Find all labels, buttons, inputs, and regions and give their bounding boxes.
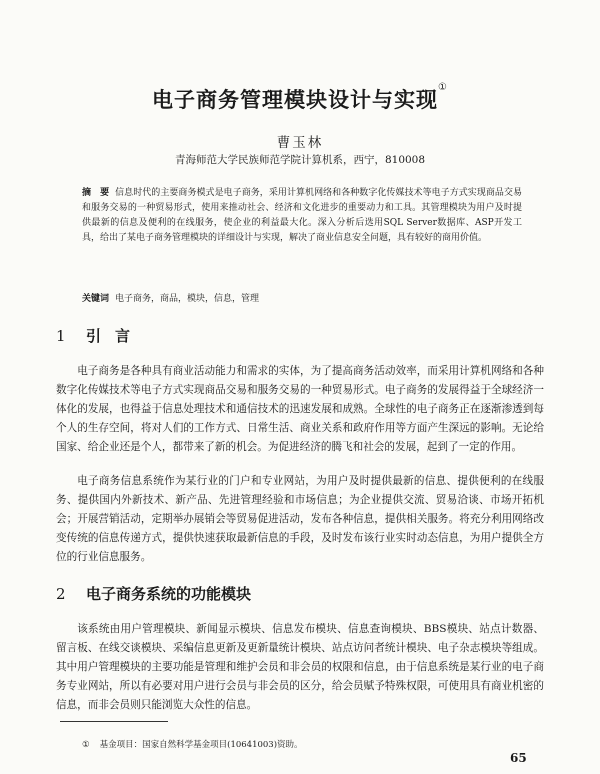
affiliation: 青海师范大学民族师范学院计算机系，西宁，810008 bbox=[174, 154, 426, 166]
section1-paragraph-2: 电子商务信息系统作为某行业的门户和专业网站，为用户及时提供最新的信息、提供便利的在线服务、提供国内外新技术、新产品、先进管理经验和市场信息；为企业提供交流、贸易洽谈、市场开拓机会；开展营销活动，定期举办展销会等贸易促进活动，发布各种信息，提供相关服务。将充分利用网络改变传统的信息传递方式，提供快速获取最新信息的手段，及时发布该行业实时动态信息，为用户提供全方位的行业信息服务。 bbox=[56, 475, 544, 563]
section-title-1: 引言 bbox=[86, 327, 145, 345]
footnote-mark: ① bbox=[82, 740, 90, 750]
title-footnote-mark: ① bbox=[438, 82, 448, 93]
footnote-divider bbox=[60, 721, 168, 722]
abstract-label: 摘 要 bbox=[82, 188, 110, 198]
section2-paragraph-1: 该系统由用户管理模块、新闻显示模块、信息发布模块、信息查询模块、BBS模块、站点计数器、留言板、在线交谈模块、采编信息更新及更新量统计模块、站点访问者统计模块、电子杂志模块等组成。其中用户管理模块的主要功能是管理和维护会员和非会员的权限和信息，由于信息系统是某行业的电子商务专业网站，所以有必要对用户进行会员与非会员的区分，给会员赋予特殊权限，可使用具有商业机密的信息，而非会员则只能浏览大众性的信息。 bbox=[56, 623, 544, 711]
keywords-label: 关键词 bbox=[82, 294, 110, 304]
section-title-2: 电子商务系统的功能模块 bbox=[86, 585, 252, 603]
author: 曹玉林 bbox=[276, 135, 324, 151]
section-heading-2 bbox=[56, 583, 251, 604]
section-heading-1 bbox=[56, 325, 144, 346]
section1-paragraph-1: 电子商务是各种具有商业活动能力和需求的实体，为了提高商务活动效率，而采用计算机网络和各种数字化传媒技术等电子方式实现商品交易和服务交易的一种贸易形式。电子商务的发展得益于全球经济一体化的发展，也得益于信息处理技术和通信技术的迅速发展和成熟。全球性的电子商务正在逐渐渗透到每个人的生存空间，将对人们的工作方式、日常生活、商业关系和政府作用等方面产生深远的影响。无论给国家、给企业还是个人，都带来了新的机会。为促进经济的腾飞和社会的发展，起到了一定的作用。 bbox=[56, 365, 544, 453]
abstract bbox=[82, 186, 522, 246]
abstract-text: 信息时代的主要商务模式是电子商务，采用计算机网络和各种数字化传媒技术等电子方式实现商品交易和服务交易的一种贸易形式，使用来推动社会、经济和文化进步的重要动力和工具。其管理模块为用户及时提供最新的信息及便利的在线服务，使企业的利益最大化。深入分析后选用SQL Server数据库、ASP开发工具，给出了某电子商务管理模块的详细设计与实现，解决了商业信息安全问题，具有较好的商用价值。 bbox=[82, 188, 522, 243]
keywords-text: 电子商务，商品，模块，信息，管理 bbox=[115, 294, 260, 304]
paper-title-text: 电子商务管理模块设计与实现 bbox=[152, 88, 439, 112]
section-number-2: 2 bbox=[56, 585, 66, 603]
footnote bbox=[82, 738, 303, 750]
keywords bbox=[82, 292, 522, 307]
section-number-1: 1 bbox=[56, 327, 66, 345]
paper-title bbox=[0, 84, 600, 114]
footnote-text: 基金项目：国家自然科学基金项目(10641003)资助。 bbox=[99, 740, 303, 750]
page-number: 65 bbox=[510, 751, 527, 765]
